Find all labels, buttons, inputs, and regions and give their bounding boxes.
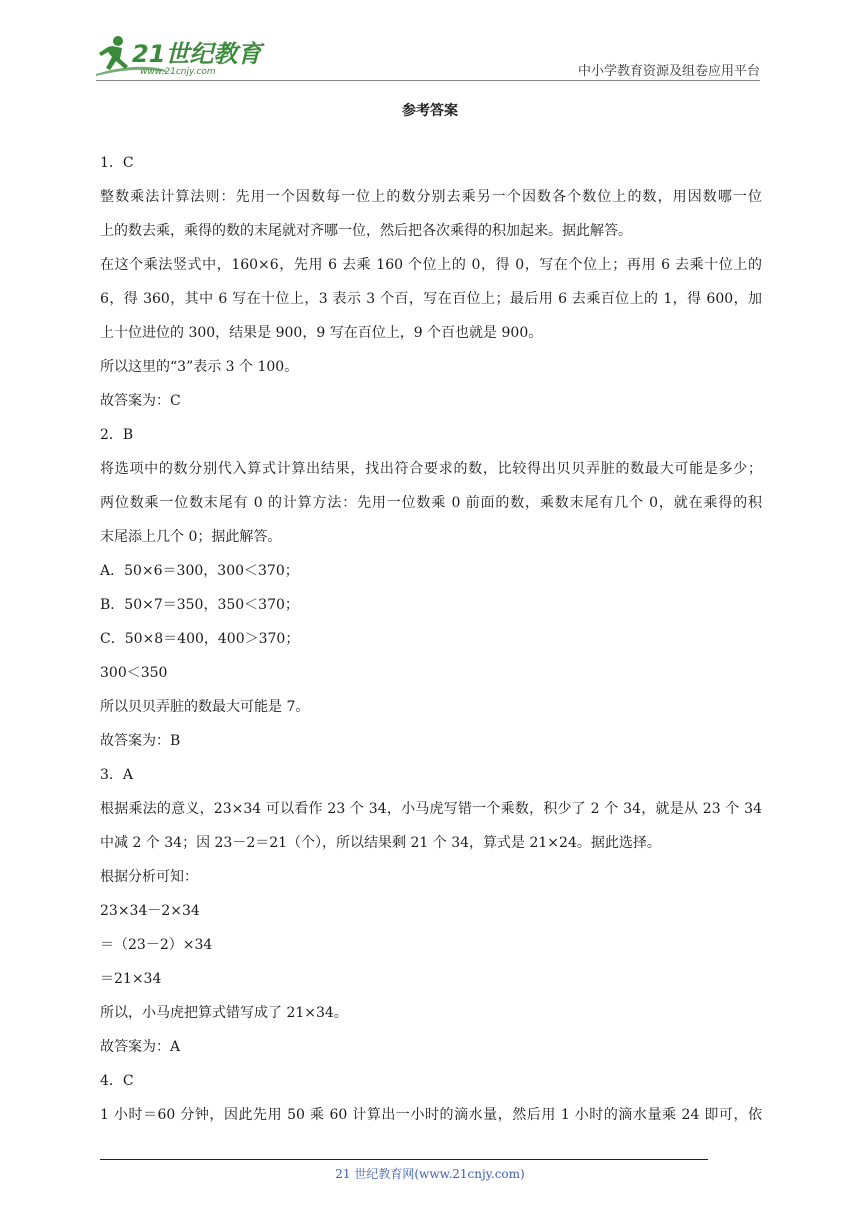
- text-line: 上的数去乘，乘得的数的末尾就对齐哪一位，然后把各次乘得的积加起来。据此解答。: [100, 223, 632, 239]
- platform-name: 中小学教育资源及组卷应用平台: [577, 64, 760, 79]
- text-line: 故答案为：B: [100, 733, 181, 749]
- text-line: 23×34－2×34: [100, 903, 200, 919]
- text-line: 故答案为：A: [100, 1039, 181, 1055]
- text-line: 6，得 360，其中 6 写在十位上，3 表示 3 个百，写在百位上；最后用 6 去乘百位上的 1，得 600，加: [100, 291, 762, 307]
- text-line: 2．B: [100, 427, 134, 443]
- text-line: 末尾添上几个 0；据此解答。: [100, 529, 282, 545]
- footer-link[interactable]: 21 世纪教育网(www.21cnjy.com): [335, 1167, 525, 1181]
- text-line: B．50×7＝350，350＜370；: [100, 597, 299, 613]
- text-line: 两位数乘一位数末尾有 0 的计算方法：先用一位数乘 0 前面的数，乘数末尾有几个 0，就在乘得的积: [100, 495, 762, 511]
- text-line: ＝（23－2）×34: [100, 937, 213, 953]
- text-line: C．50×8＝400，400＞370；: [100, 631, 300, 647]
- text-line: A．50×6＝300，300＜370；: [100, 563, 299, 579]
- text-line: 中减 2 个 34；因 23－2＝21（个），所以结果剩 21 个 34，算式是 21×24。据此选择。: [100, 835, 661, 851]
- footer-divider: [100, 1159, 708, 1160]
- svg-text:21世纪教育: 21世纪教育: [132, 40, 262, 68]
- text-line: 在这个乘法竖式中，160×6，先用 6 去乘 160 个位上的 0，得 0，写在个位上；再用 6 去乘十位上的: [100, 257, 762, 273]
- text-line: 根据分析可知：: [100, 869, 198, 885]
- svg-text:www.21cnjy.com: www.21cnjy.com: [140, 67, 216, 77]
- text-line: 故答案为：C: [100, 393, 181, 409]
- page-title: 参考答案: [402, 103, 458, 119]
- text-line: 上十位进位的 300，结果是 900，9 写在百位上，9 个百也就是 900。: [100, 325, 543, 341]
- text-line: 1．C: [100, 155, 134, 171]
- text-line: 所以贝贝弄脏的数最大可能是 7。: [100, 699, 310, 715]
- text-line: 所以，小马虎把算式错写成了 21×34。: [100, 1005, 348, 1021]
- text-line: 300＜350: [100, 665, 168, 681]
- text-line: 整数乘法计算法则：先用一个因数每一位上的数分别去乘另一个因数各个数位上的数，用因数哪一位: [100, 189, 762, 205]
- text-line: 根据乘法的意义，23×34 可以看作 23 个 34，小马虎写错一个乘数，积少了 2 个 34，就是从 23 个 34: [100, 801, 762, 817]
- text-line: 1 小时＝60 分钟，因此先用 50 乘 60 计算出一小时的滴水量，然后用 1 小时的滴水量乘 24 即可，依: [100, 1107, 762, 1123]
- 21cnjy-logo: [96, 32, 266, 78]
- header-divider: [96, 80, 760, 81]
- text-line: 4．C: [100, 1073, 134, 1089]
- text-line: 3．A: [100, 767, 134, 783]
- text-line: 将选项中的数分别代入算式计算出结果，找出符合要求的数，比较得出贝贝弄脏的数最大可能是多少；: [100, 461, 762, 477]
- text-line: ＝21×34: [100, 971, 162, 987]
- text-line: 所以这里的“3”表示 3 个 100。: [100, 359, 299, 375]
- page-header: [96, 32, 760, 82]
- answer-content: [100, 146, 762, 1132]
